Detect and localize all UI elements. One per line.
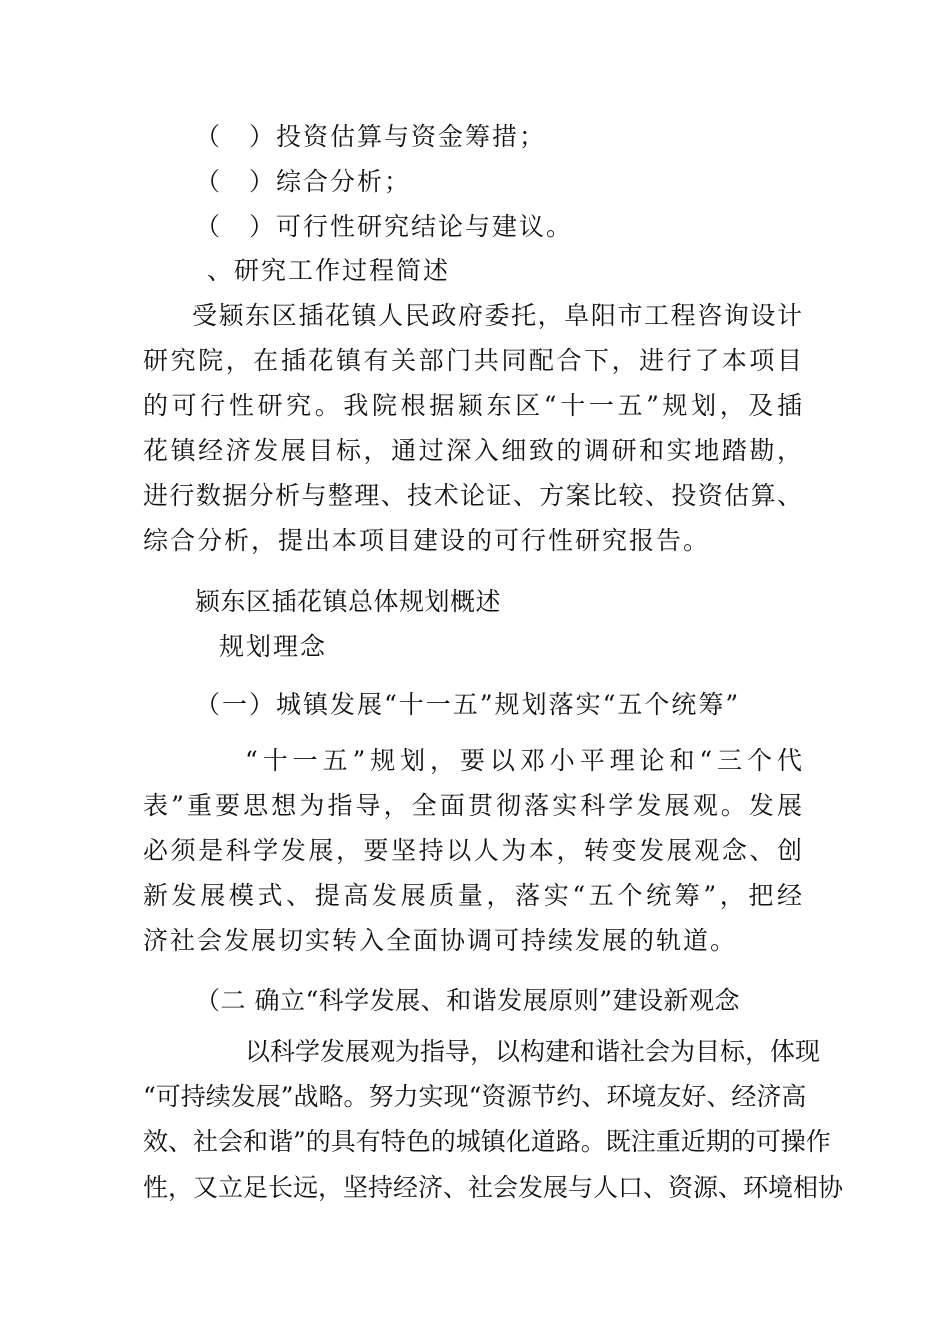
section-heading: 、研究工作过程简述 (207, 256, 451, 285)
paragraph-line: 表”重要思想为指导，全面贯彻落实科学发展观。发展 (143, 791, 802, 820)
paragraph-line: 以科学发展观为指导，以构建和谐社会为目标，体现 (245, 1037, 821, 1066)
chapter-heading: 颍东区插花镇总体规划概述 (195, 587, 502, 616)
paragraph-line: 性，又立足长远，坚持经济、社会发展与人口、资源、环境相协 (143, 1173, 844, 1202)
paragraph-line: 的可行性研究。我院根据颍东区“十一五”规划，及插 (143, 391, 802, 420)
paragraph-line: 研究院，在插花镇有关部门共同配合下，进行了本项目 (143, 346, 802, 375)
item-heading: （二 确立“科学发展、和谐发展原则”建设新观念 (195, 986, 741, 1015)
paragraph-line: 受颍东区插花镇人民政府委托，阜阳市工程咨询设计 (192, 301, 802, 330)
paragraph-line: 进行数据分析与整理、技术论证、方案比较、投资估算、 (143, 481, 802, 510)
paragraph-line: “可持续发展”战略。努力实现“资源节约、环境友好、经济高 (143, 1082, 807, 1111)
paragraph-line: 综合分析，提出本项目建设的可行性研究报告。 (143, 526, 711, 555)
list-item: （ ）投资估算与资金筹措； (195, 122, 547, 151)
paragraph-line: 必须是科学发展，要坚持以人为本，转变发展观念、创 (143, 836, 802, 865)
paragraph-line: 效、社会和谐”的具有特色的城镇化道路。既注重近期的可操作 (143, 1127, 831, 1156)
paragraph-line: “十一五”规划，要以邓小平理论和“三个代 (245, 746, 802, 775)
paragraph-line: 济社会发展切实转入全面协调可持续发展的轨道。 (143, 926, 738, 955)
paragraph-line: 新发展模式、提高发展质量，落实“五个统筹”，把经 (143, 881, 802, 910)
list-item: （ ）可行性研究结论与建议。 (195, 212, 574, 241)
list-item: （ ）综合分析； (195, 167, 412, 196)
item-heading: （一）城镇发展“十一五”规划落实“五个统筹” (195, 690, 741, 719)
sub-heading: 规划理念 (219, 632, 328, 661)
paragraph-line: 花镇经济发展目标，通过深入细致的调研和实地踏勘， (143, 436, 802, 465)
